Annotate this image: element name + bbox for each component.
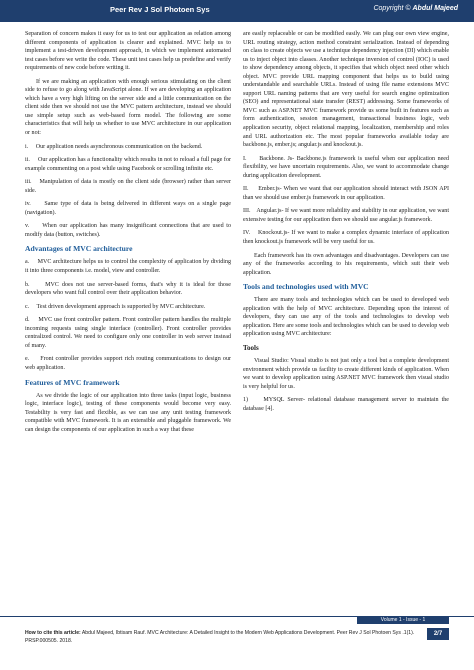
copyright-notice: [373, 5, 458, 12]
list-item: i. Our application needs asynchronous communication on the backend.: [25, 143, 203, 150]
list-item: a. MVC architecture helps us to control the complexity of application by dividing it into three components i.e. model, view and controller.: [25, 259, 231, 275]
paragraph: Each framework has its own advantages and disadvantages. Developers can use any of the frameworks according to his requirements, which suit their web application.: [243, 252, 449, 276]
list-item: b. MVC does not use server-based forms, that's why it is ideal for those developers who want full control over their application behavior.: [25, 281, 231, 297]
paragraph: are easily replaceable or can be modified easily. We can plug our own view engine, URL routing strategy, action method constraint serialization. Instead of depending on class to create objects we use a technique dependency injection (DI) which enable us to inject object into classes. Another technique inversion of control (IOC) is used to show dependency among objects, it specifies that which object need other which object. MVC provide URL mapping component that helps us to build using understandable and searchable URLs. Instead of using file name extensions MVC support URL naming patterns that are very useful for search engine optimization (SEO) and representational state transfer (REST) addressing. Some frameworks of MVC such as ASP.NET MVC framework provide us some built in features such as form authentication, session management, transactional business logic, web application security, object relational mapping, localization, membership and roles and URL authorization etc. The most popular frameworks available today are backbone.js, ember.js; angular.js and knockout.js.: [243, 31, 450, 149]
copyright-author: Abdul Majeed: [412, 5, 458, 12]
list-item: iii. Manipulation of data is mostly on the client side (browser) rather than server side.: [25, 179, 231, 194]
list-item: III. Angular.js- If we want more reliability and stability in our application, we want extensive testing for our application then we should use angular.js framework.: [243, 208, 449, 223]
list-item: I. Backbone. Js- Backbone.js framework is useful when our application need flexibility, we have uncertain requirements. Also, we want to accommodate change during application development.: [243, 155, 449, 179]
paragraph: As we divide the logic of our application into three tasks (input logic, business logic, interface logic), testing of these components would become very easy. Testability is very fast and flexible, as we can use any unit testing framework compatible with MVC framework. It is an extensible and pluggable framework. We can design the components of our application in such a way that these: [25, 392, 231, 433]
list-item: 1) MYSQL Server- relational database management server to maintain the database [4].: [243, 397, 449, 412]
list-item: ii. Our application has a functionality which results in not to reload a full page for example commenting on a post while using Facebook or scrolling infinite etc.: [25, 157, 231, 172]
list-item: II. Ember.js- When we want that our application should interact with JSON API than we should use ember.js framework in our application.: [243, 186, 449, 201]
paragraph: If we are making an application with enough serious stimulating on the client side to refuse to go along with JavaScript alone. If we are developing an application which have a very high lifting on the server side and a little communication on the client side then we should not use the MVC pattern architecture, instead we should use simple setup such as web-based form model. The following are some characteristics that will help us whether to use MVC architecture in our application or not:: [25, 78, 231, 137]
list-item: IV. Knockout.js- If we want to make a complex dynamic interface of application then knockout.js framework will be very useful for us.: [243, 230, 449, 246]
list-item: c. Test driven development approach is supported by MVC architecture.: [25, 303, 206, 310]
right-column: [243, 30, 449, 418]
list-item: v. When our application has many insignificant connections that are used to modify data (button, switches).: [25, 223, 231, 238]
list-item: iv. Same type of data is being delivered in different ways on a single page (navigation).: [25, 201, 231, 216]
journal-title: Peer Rev J Sol Photoen Sys: [110, 5, 210, 14]
section-heading-advantages: Advantages of MVC architecture: [25, 244, 133, 254]
copyright-prefix: Copyright ©: [373, 5, 411, 12]
citation-label: How to cite this article:: [25, 630, 81, 636]
paragraph: There are many tools and technologies which can be used to developed web application with the help of MVC architecture. Depending upon the interest of developers, they can use any of the tools and technologies to develop web application. Here are some tools and technologies which can be used to develop web application using MVC architecture:: [243, 297, 449, 338]
page-number: 2/7: [427, 628, 449, 640]
citation: [25, 629, 420, 645]
list-item: e. Front controller provides support rich routing communications to design our web application.: [25, 356, 231, 371]
section-heading-tools-technologies: Tools and technologies used with MVC: [243, 282, 369, 292]
header-bar: [0, 0, 474, 22]
subsection-heading-tools: Tools: [243, 343, 259, 352]
paragraph: Separation of concern makes it easy for us to test our application as relation among different components of application is clearer and explained. MVC help us to implement a test-driven development approach, in which we implement automated test cases before we write the code. These unit test cases help us predefine and verify requirements of new code before writing it.: [25, 31, 231, 72]
citation-text: Abdul Majeed, Ibtisam Rauf. MVC Architecture: A Detailed Insight to the Modern Web Applications Development. Peer Rev J Sol Photoen Sys .1(1). PRSP.000505. 2018.: [25, 630, 415, 644]
section-heading-features: Features of MVC framework: [25, 377, 120, 387]
list-item: d. MVC use front controller pattern. Front controller pattern handles the multiple incoming requests using single interface (controller). Front controller provides centralized control. We need to configure only one controller in web server instead of many.: [25, 317, 231, 349]
volume-badge: Volume 1 - Issue - 1: [357, 616, 449, 624]
paragraph: Visual Studio: Visual studio is not just only a tool but a complete development environment which provide us facility to create different kinds of application. When we want to develop application using ASP.NET MVC framework then visual studio is very helpful for us.: [243, 357, 449, 390]
left-column: [25, 30, 231, 439]
